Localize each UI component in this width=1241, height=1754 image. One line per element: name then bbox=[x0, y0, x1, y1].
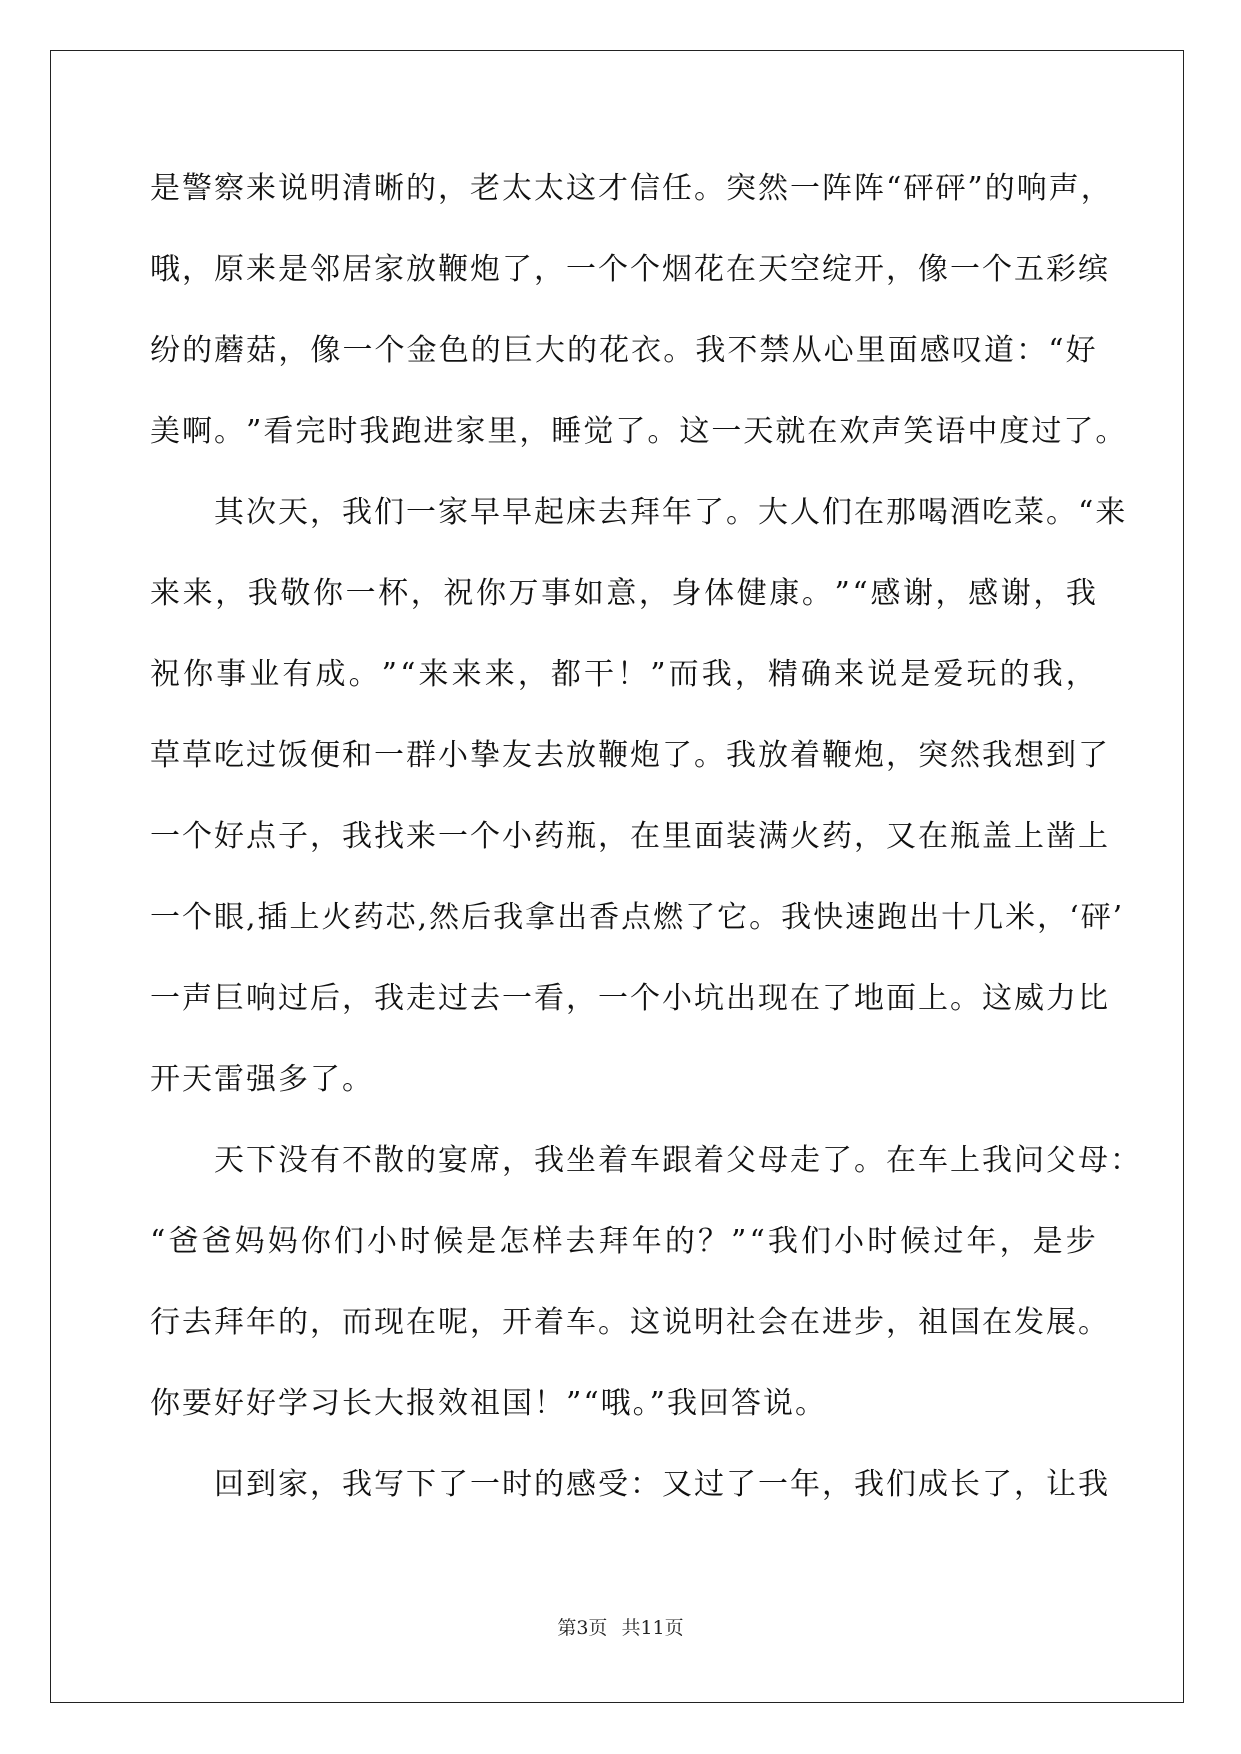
text-line: 一 个 好 点 子 ， 我 找 来 一 个 小 药 瓶 ， 在 里 面 装 满 火 药 ， 又 在 瓶 盖 上 凿 上 bbox=[150, 819, 1110, 854]
page-footer bbox=[0, 1613, 1241, 1640]
text-line: 开天雷强多了。 bbox=[150, 1062, 374, 1097]
text-line: 回 到 家 ， 我 写 下 了 一 时 的 感 受 ： 又 过 了 一 年 ， 我 们 成 长 了 ， 让 我 bbox=[214, 1467, 1110, 1502]
text-line: 美 啊 。 ” 看 完 时 我 跑 进 家 里 ， 睡 觉 了 。 这 一 天 就 在 欢 声 笑 语 中 度 过 了 。 bbox=[150, 414, 1128, 449]
text-line: “ 爸 爸 妈 妈 你 们 小 时 候 是 怎 样 去 拜 年 的 ？ ” “ 我 们 小 时 候 过 年 ， 是 步 bbox=[150, 1224, 1098, 1259]
text-line: 一 个 眼 , 插 上 火 药 芯 , 然 后 我 拿 出 香 点 燃 了 它 。 我 快 速 跑 出 十 几 米 ， ‘ 砰 ’ bbox=[150, 900, 1125, 935]
page-number: 第3页 bbox=[557, 1617, 608, 1639]
page-total: 共11页 bbox=[621, 1617, 684, 1639]
text-line: 其 次 天 ， 我 们 一 家 早 早 起 床 去 拜 年 了 。 大 人 们 在 那 喝 酒 吃 菜 。 “ 来 bbox=[214, 495, 1128, 530]
text-line: 祝 你 事 业 有 成 。 ” “ 来 来 来 ， 都 干 ！ ” 而 我 ， 精 确 来 说 是 爱 玩 的 我 ， bbox=[150, 657, 1098, 692]
text-line: 天 下 没 有 不 散 的 宴 席 ， 我 坐 着 车 跟 着 父 母 走 了 。 在 车 上 我 问 父 母 ： bbox=[214, 1143, 1142, 1178]
text-line: 一 声 巨 响 过 后 ， 我 走 过 去 一 看 ， 一 个 小 坑 出 现 在 了 地 面 上 。 这 威 力 比 bbox=[150, 981, 1110, 1016]
text-line: 你要好好学习长大报效祖国！”“哦。”我回答说。 bbox=[150, 1386, 828, 1421]
text-line: 草 草 吃 过 饭 便 和 一 群 小 挚 友 去 放 鞭 炮 了 。 我 放 着 鞭 炮 ， 突 然 我 想 到 了 bbox=[150, 738, 1110, 773]
text-line: 行 去 拜 年 的 ， 而 现 在 呢 ， 开 着 车 。 这 说 明 社 会 在 进 步 ， 祖 国 在 发 展 。 bbox=[150, 1305, 1110, 1340]
text-line: 是 警 察 来 说 明 清 晰 的 ， 老 太 太 这 才 信 任 。 突 然 一 阵 阵 “ 砰 砰 ” 的 响 声 ， bbox=[150, 171, 1113, 206]
text-line: 来 来 ， 我 敬 你 一 杯 ， 祝 你 万 事 如 意 ， 身 体 健 康 。 ” “ 感 谢 ， 感 谢 ， 我 bbox=[150, 576, 1098, 611]
text-line: 哦 ， 原 来 是 邻 居 家 放 鞭 炮 了 ， 一 个 个 烟 花 在 天 空 绽 开 ， 像 一 个 五 彩 缤 bbox=[150, 252, 1110, 287]
text-line: 纷 的 蘑 菇 ， 像 一 个 金 色 的 巨 大 的 花 衣 。 我 不 禁 从 心 里 面 感 叹 道 ： “ 好 bbox=[150, 333, 1098, 368]
document-body bbox=[150, 148, 1142, 1525]
